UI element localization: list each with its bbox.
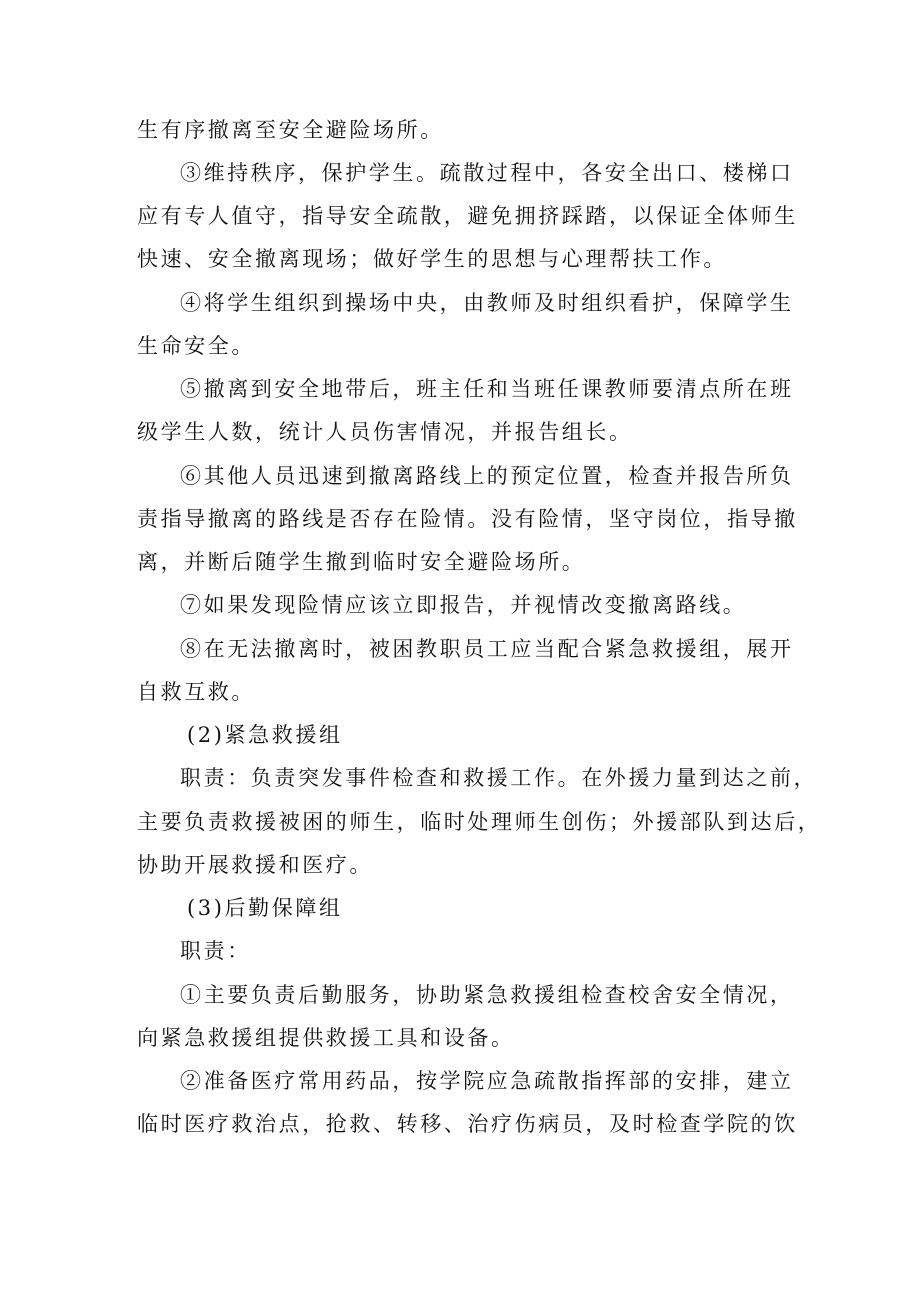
text-line: ⑥其他人员迅速到撤离路线上的预定位置，检查并报告所负 (180, 464, 794, 488)
text-line: ④将学生组织到操场中央，由教师及时组织看护，保障学生 (180, 291, 794, 315)
text-line: 职责： (180, 939, 251, 963)
text-line: 快速、安全撤离现场；做好学生的思想与心理帮扶工作。 (137, 247, 727, 271)
text-line: 责指导撤离的路线是否存在险情。没有险情，坚守岗位，指导撤 (137, 507, 798, 531)
text-line: 向紧急救援组提供救援工具和设备。 (137, 1026, 515, 1050)
text-line: 职责：负责突发事件检查和救援工作。在外援力量到达之前， (180, 766, 818, 790)
text-line: ⑤撤离到安全地带后，班主任和当班任课教师要清点所在班 (180, 377, 794, 401)
text-line: ③维持秩序，保护学生。疏散过程中，各安全出口、楼梯口 (180, 161, 794, 185)
text-line: 级学生人数，统计人员伤害情况，并报告组长。 (137, 420, 633, 444)
text-line: ①主要负责后勤服务，协助紧急救援组检查校舍安全情况， (180, 983, 794, 1007)
section-heading: (2)紧急救援组 (187, 723, 343, 747)
text-line: 协助开展救援和医疗。 (137, 853, 373, 877)
text-line: ⑧在无法撤离时，被困教职员工应当配合紧急救援组，展开 (180, 637, 794, 661)
text-line: 离，并断后随学生撤到临时安全避险场所。 (137, 550, 586, 574)
section-heading: (3)后勤保障组 (187, 896, 343, 920)
text-line: 临时医疗救治点，抢救、转移、治疗伤病员，及时检查学院的饮 (137, 1112, 798, 1136)
text-line: ②准备医疗常用药品，按学院应急疏散指挥部的安排，建立 (180, 1069, 794, 1093)
text-line: 主要负责救援被困的师生，临时处理师生创伤；外援部队到达后， (137, 810, 822, 834)
text-line: 生有序撤离至安全避险场所。 (137, 118, 444, 142)
text-line: 自救互救。 (137, 680, 255, 704)
text-line: 应有专人值守，指导安全疏散，避免拥挤踩踏，以保证全体师生 (137, 204, 798, 228)
text-line: ⑦如果发现险情应该立即报告，并视情改变撤离路线。 (180, 593, 747, 617)
text-line: 生命安全。 (137, 334, 255, 358)
